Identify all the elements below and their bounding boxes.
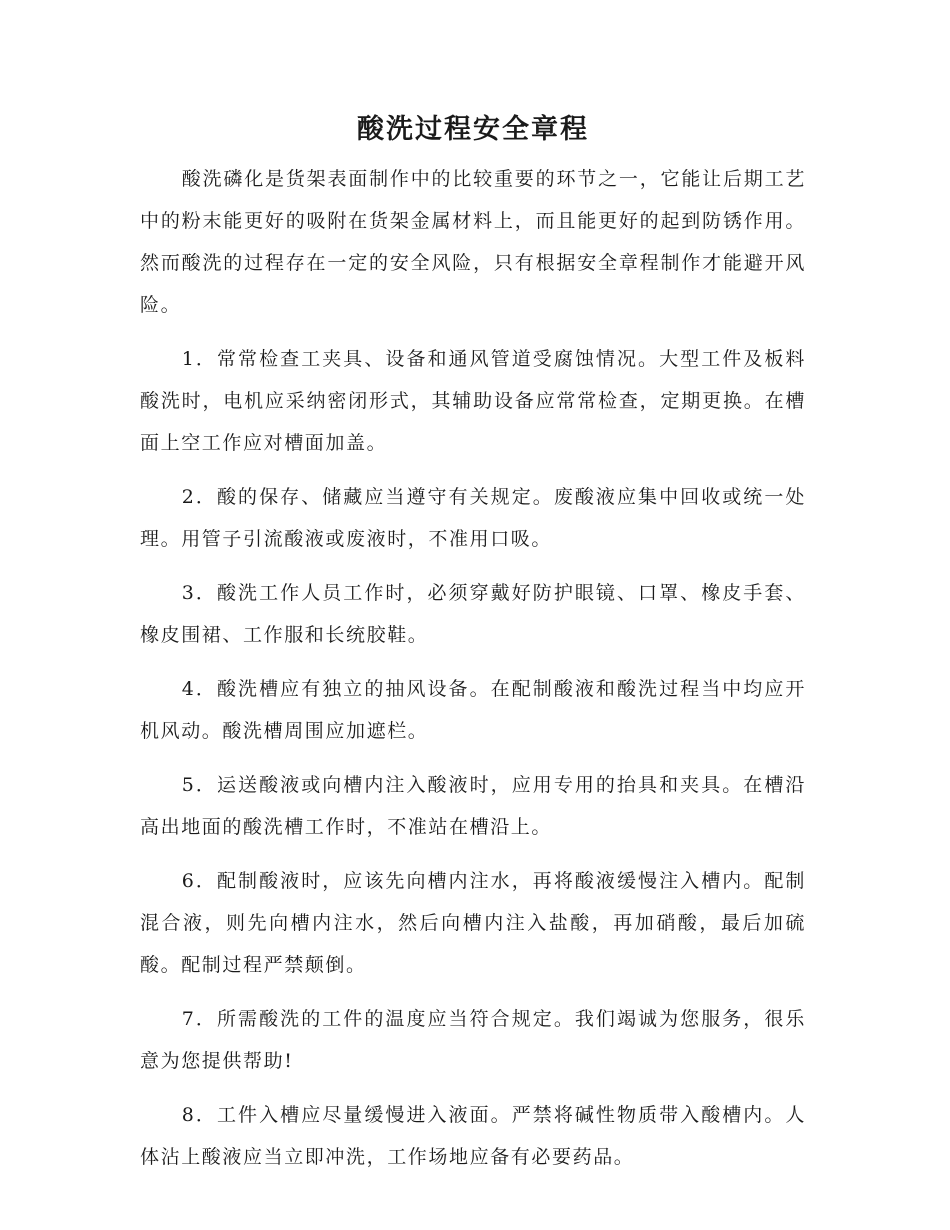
rule-item-2: 2．酸的保存、储藏应当遵守有关规定。废酸液应集中回收或统一处理。用管子引流酸液或废液时，不准用口吸。: [140, 486, 806, 550]
document-page: [140, 108, 806, 1190]
rule-item-5: 5．运送酸液或向槽内注入酸液时，应用专用的抬具和夹具。在槽沿高出地面的酸洗槽工作时，不准站在槽沿上。: [140, 774, 806, 838]
rule-item-1: 1．常常检查工夹具、设备和通风管道受腐蚀情况。大型工件及板料酸洗时，电机应采纳密闭形式，其辅助设备应常常检查，定期更换。在槽面上空工作应对槽面加盖。: [140, 348, 806, 454]
document-title: 酸洗过程安全章程: [357, 114, 589, 145]
rule-item-3: 3．酸洗工作人员工作时，必须穿戴好防护眼镜、口罩、橡皮手套、橡皮围裙、工作服和长统胶鞋。: [140, 582, 806, 646]
rule-item-8: 8．工件入槽应尽量缓慢进入液面。严禁将碱性物质带入酸槽内。人体沾上酸液应当立即冲洗，工作场地应备有必要药品。: [140, 1104, 806, 1168]
rule-item-4: 4．酸洗槽应有独立的抽风设备。在配制酸液和酸洗过程当中均应开机风动。酸洗槽周围应加遮栏。: [140, 678, 806, 742]
rule-item-7: 7．所需酸洗的工件的温度应当符合规定。我们竭诚为您服务，很乐意为您提供帮助!: [140, 1008, 806, 1072]
intro-paragraph: 酸洗磷化是货架表面制作中的比较重要的环节之一，它能让后期工艺中的粉末能更好的吸附在货架金属材料上，而且能更好的起到防锈作用。然而酸洗的过程存在一定的安全风险，只有根据安全章程制作才能避开风险。: [140, 168, 806, 316]
rule-item-6: 6．配制酸液时，应该先向槽内注水，再将酸液缓慢注入槽内。配制混合液，则先向槽内注水，然后向槽内注入盐酸，再加硝酸，最后加硫酸。配制过程严禁颠倒。: [140, 870, 806, 976]
